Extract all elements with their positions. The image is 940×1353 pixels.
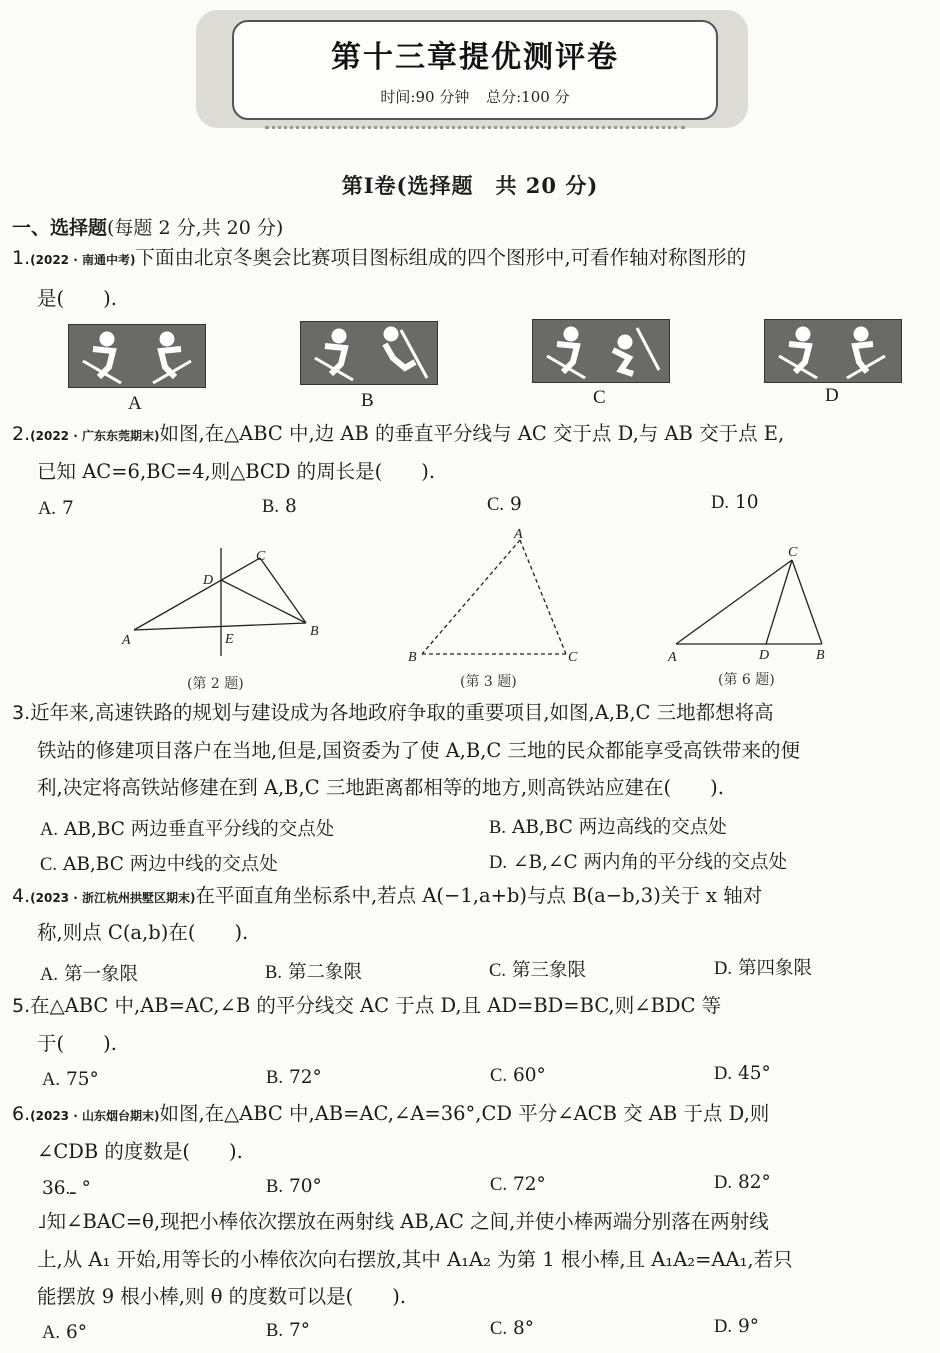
- point-label-a: A: [122, 633, 131, 648]
- option-text: 9: [509, 494, 522, 515]
- option-text: 9°: [738, 1316, 760, 1337]
- point-label-d: D: [203, 573, 214, 588]
- q2-option-b: [262, 496, 297, 518]
- q4-option-b: [265, 958, 362, 984]
- q4-line1: [12, 886, 762, 906]
- segment-cb: [260, 558, 306, 623]
- q2-line2: 已知 AC=6,BC=4,则△BCD 的周长是( ).: [37, 460, 436, 483]
- pictogram-b: [300, 321, 438, 385]
- q2-source: (2022 · 广东东莞期末): [30, 429, 160, 443]
- exam-info: [232, 86, 718, 107]
- q3-line2: 铁站的修建项目落户在当地,但是,国资委为了使 A,B,C 三地的民众都能享受高铁带来的便: [37, 739, 801, 762]
- q2-number: 2.: [12, 423, 31, 445]
- q7-option-b: [266, 1320, 310, 1342]
- option-letter: D.: [714, 1064, 732, 1084]
- q7-option-c: [490, 1318, 534, 1340]
- option-letter: C.: [490, 1175, 507, 1195]
- q3-option-d: [489, 848, 787, 874]
- q4-option-a: [40, 960, 138, 986]
- q1-line2: 是( ).: [37, 287, 117, 310]
- option-text: 36°: [42, 1178, 91, 1199]
- option-letter: C.: [487, 495, 504, 515]
- q1-source: (2022 · 南通中考): [30, 253, 136, 267]
- option-letter: D.: [489, 853, 507, 873]
- q3-number: 3.: [12, 702, 31, 724]
- segment-cb: [792, 560, 822, 644]
- option-text: 7°: [288, 1320, 310, 1341]
- segment-ac: [676, 560, 792, 644]
- pictogram-label-a: A: [128, 393, 142, 414]
- point-label-a: A: [514, 527, 523, 542]
- q5-option-d: [714, 1063, 771, 1085]
- q1-line1: [12, 248, 746, 268]
- q4-source: (2023 · 浙江杭州拱墅区期末): [30, 891, 196, 905]
- option-letter: B.: [262, 497, 279, 517]
- option-text: AB,BC 两边高线的交点处: [511, 817, 727, 838]
- page-title: 第十三章提优测评卷: [331, 40, 619, 75]
- caption-q3: (第 3 题): [460, 674, 517, 690]
- q3-option-a: [40, 815, 334, 841]
- q2-option-c: [487, 494, 522, 516]
- q5-option-c: [490, 1065, 546, 1087]
- pictogram-c: [532, 319, 670, 383]
- pictogram-label-b: B: [361, 390, 374, 411]
- skier-icon-pair-b: [301, 322, 437, 384]
- pictogram-d: [764, 319, 902, 383]
- option-letter: B.: [266, 1177, 283, 1197]
- q6-source: (2023 · 山东烟台期末): [30, 1109, 160, 1123]
- option-letter: B.: [266, 1068, 283, 1088]
- option-text: 6°: [66, 1322, 88, 1343]
- q5-line1: [12, 996, 721, 1016]
- q6-option-d: [714, 1172, 771, 1194]
- option-text: ∠B,∠C 两内角的平分线的交点处: [513, 852, 788, 873]
- option-text: 82°: [738, 1172, 771, 1193]
- q2-option-a: [38, 498, 74, 520]
- point-label-d: D: [759, 648, 770, 663]
- segment-db: [221, 580, 306, 623]
- q6-text1: 如图,在△ABC 中,AB=AC,∠A=36°,CD 平分∠ACB 交 AB 于点 D,则: [159, 1102, 770, 1125]
- option-letter: C.: [40, 855, 57, 875]
- q6-number: 6.: [12, 1103, 31, 1125]
- q5-option-a: [42, 1069, 99, 1091]
- option-text: 10: [735, 492, 759, 513]
- point-label-b: B: [816, 648, 825, 663]
- option-letter: A.: [40, 820, 58, 840]
- q5-option-b: [266, 1067, 322, 1089]
- option-letter: ـ.: [65, 1179, 76, 1199]
- option-text: 45°: [738, 1063, 771, 1084]
- q4-option-d: [714, 954, 812, 980]
- segment-ab: [422, 540, 520, 654]
- option-text: 70°: [288, 1176, 322, 1197]
- point-label-c: C: [568, 650, 578, 665]
- section-title: 第Ⅰ卷(选择题 共 20 分): [341, 173, 599, 198]
- q3-option-c: [40, 850, 278, 876]
- figure-q3: [400, 524, 590, 674]
- segment-ac: [520, 540, 566, 654]
- point-label-b: B: [408, 650, 417, 665]
- point-label-c: C: [256, 549, 266, 564]
- part-name: 一、选择题: [12, 217, 108, 239]
- option-letter: D.: [714, 1317, 732, 1337]
- option-letter: A.: [42, 1323, 60, 1343]
- option-text: 75°: [66, 1069, 99, 1090]
- caption-q6: (第 6 题): [718, 672, 775, 688]
- segment-cd: [766, 560, 792, 644]
- part-rule: (每题 2 分,共 20 分): [107, 217, 284, 239]
- q3-option-b: [489, 813, 727, 839]
- option-letter: B.: [265, 963, 282, 983]
- decorative-dots: [265, 126, 685, 139]
- option-text: 7: [62, 498, 74, 519]
- q4-option-c: [489, 956, 586, 982]
- figure-q6: [660, 540, 840, 670]
- q3-line3: 利,决定将高铁站修建在到 A,B,C 三地距离都相等的地方,则高铁站应建在( ).: [37, 776, 724, 799]
- q7-option-d: [714, 1316, 759, 1338]
- q5-number: 5.: [12, 995, 31, 1017]
- option-text: AB,BC 两边垂直平分线的交点处: [64, 819, 335, 840]
- point-label-b: B: [310, 624, 319, 639]
- option-text: 第二象限: [287, 962, 362, 983]
- pictogram-label-c: C: [593, 387, 606, 408]
- option-text: 第三象限: [511, 960, 586, 981]
- q7-line2: 上,从 A₁ 开始,用等长的小棒依次向右摆放,其中 A₁A₂ 为第 1 根小棒,且 A₁A₂=AA₁,若只: [37, 1248, 793, 1271]
- q6-option-b: [266, 1176, 322, 1198]
- option-text: 60°: [512, 1065, 546, 1086]
- caption-q2: (第 2 题): [187, 676, 244, 692]
- option-text: 8: [284, 496, 297, 517]
- option-text: AB,BC 两边中线的交点处: [62, 854, 278, 875]
- q2-option-d: [711, 492, 759, 514]
- option-letter: D.: [714, 959, 732, 979]
- q3-text1: 近年来,高速铁路的规划与建设成为各地政府争取的重要项目,如图,A,B,C 三地都想将高: [30, 701, 774, 724]
- option-letter: D.: [714, 1173, 732, 1193]
- segment-ab: [134, 623, 306, 630]
- q2-text1: 如图,在△ABC 中,边 AB 的垂直平分线与 AC 交于点 D,与 AB 交于点 E,: [159, 422, 785, 445]
- q6-option-a: [42, 1178, 91, 1200]
- option-text: 72°: [512, 1174, 546, 1195]
- option-text: 第一象限: [64, 964, 139, 985]
- total-score: 总分:100 分: [486, 88, 570, 106]
- option-text: 8°: [512, 1318, 534, 1339]
- part-heading: [12, 213, 283, 240]
- q6-line2: ∠CDB 的度数是( ).: [37, 1140, 243, 1163]
- q1-text1: 下面由北京冬奥会比赛项目图标组成的四个图形中,可看作轴对称图形的: [135, 246, 747, 269]
- option-letter: A.: [42, 1070, 60, 1090]
- segment-ac: [134, 558, 260, 630]
- q5-line2: 于( ).: [37, 1032, 117, 1055]
- q5-text1: 在△ABC 中,AB=AC,∠B 的平分线交 AC 于点 D,且 AD=BD=BC,则∠BDC 等: [30, 994, 722, 1017]
- option-letter: A.: [38, 499, 56, 519]
- pictogram-label-d: D: [825, 385, 839, 406]
- q2-line1: [12, 424, 784, 444]
- q4-line2: 称,则点 C(a,b)在( ).: [37, 921, 249, 944]
- option-letter: C.: [489, 961, 506, 981]
- point-label-e: E: [225, 632, 234, 647]
- option-text: 72°: [288, 1067, 322, 1088]
- option-text: 第四象限: [738, 958, 813, 979]
- q6-option-c: [490, 1174, 546, 1196]
- time-limit: 时间:90 分钟: [380, 88, 470, 106]
- option-letter: B.: [266, 1321, 283, 1341]
- option-letter: D.: [711, 493, 729, 513]
- q7-line3: 能摆放 9 根小棒,则 θ 的度数可以是( ).: [37, 1285, 407, 1308]
- q7-option-a: [42, 1322, 87, 1344]
- point-label-a: A: [668, 650, 677, 665]
- q1-number: 1.: [12, 247, 31, 269]
- pictogram-a: [68, 324, 206, 388]
- figure-q2: [110, 538, 330, 668]
- option-letter: B.: [489, 818, 506, 838]
- skier-icon-pair-d: [765, 320, 901, 382]
- q4-number: 4.: [12, 885, 31, 907]
- skier-icon-pair-a: [69, 325, 205, 387]
- skier-icon-pair-c: [533, 320, 669, 382]
- option-letter: C.: [490, 1066, 507, 1086]
- q6-line1: [12, 1104, 769, 1124]
- point-label-c: C: [788, 545, 798, 560]
- q7-line1: ˩知∠BAC=θ,现把小棒依次摆放在两射线 AB,AC 之间,并使小棒两端分别落在两射线: [37, 1210, 769, 1233]
- option-letter: C.: [490, 1319, 507, 1339]
- q4-text1: 在平面直角坐标系中,若点 A(−1,a+b)与点 B(a−b,3)关于 x 轴对: [195, 884, 763, 907]
- q3-line1: [12, 703, 774, 723]
- option-letter: A.: [40, 965, 58, 985]
